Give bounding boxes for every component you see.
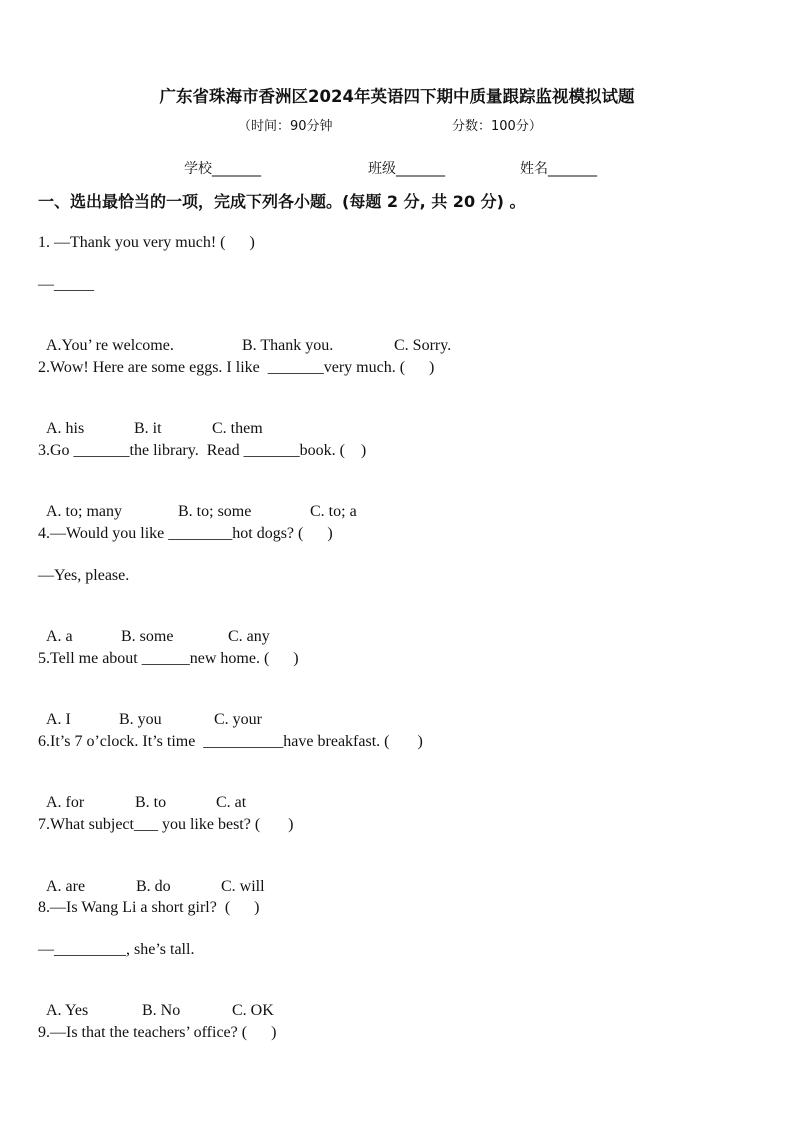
option-b: B. it bbox=[134, 420, 162, 437]
question-8-options bbox=[38, 981, 274, 1021]
option-c: C. Sorry. bbox=[394, 337, 452, 354]
option-c: C. will bbox=[221, 878, 265, 895]
option-c: C. any bbox=[228, 628, 270, 645]
question-4-reply: —Yes, please. bbox=[38, 567, 130, 584]
question-1-options bbox=[38, 316, 451, 356]
option-a: A. for bbox=[46, 794, 85, 811]
question-8: 8.—Is Wang Li a short girl? ( ) bbox=[38, 899, 260, 916]
option-b: B. you bbox=[119, 711, 162, 728]
option-c: C. your bbox=[214, 711, 262, 728]
option-a: A. to; many bbox=[46, 503, 122, 520]
option-c: C. them bbox=[212, 420, 263, 437]
question-6-options bbox=[38, 773, 246, 813]
option-c: C. at bbox=[216, 794, 247, 811]
question-4-options bbox=[38, 607, 270, 647]
question-7-options bbox=[38, 857, 265, 897]
question-9: 9.—Is that the teachers’ office? ( ) bbox=[38, 1024, 277, 1041]
exam-score: 分数：100分） bbox=[452, 119, 542, 134]
question-5-options bbox=[38, 690, 262, 730]
question-7: 7.What subject___ you like best? ( ) bbox=[38, 816, 294, 833]
option-c: C. OK bbox=[232, 1002, 274, 1019]
exam-time: （时间：90分钟 bbox=[238, 119, 333, 134]
question-1-reply: —_____ bbox=[38, 276, 94, 293]
option-b: B. Thank you. bbox=[242, 337, 334, 354]
option-a: A. his bbox=[46, 420, 85, 437]
exam-title: 广东省珠海市香洲区2024年英语四下期中质量跟踪监视模拟试题 bbox=[159, 87, 635, 106]
question-4: 4.—Would you like ________hot dogs? ( ) bbox=[38, 525, 333, 542]
question-8-reply: —_________, she’s tall. bbox=[38, 941, 195, 958]
question-2-options bbox=[38, 399, 263, 439]
name-field: 姓名_______ bbox=[520, 161, 597, 177]
option-b: B. do bbox=[136, 878, 171, 895]
option-c: C. to; a bbox=[310, 503, 357, 520]
option-b: B. to; some bbox=[178, 503, 252, 520]
option-b: B. No bbox=[142, 1002, 181, 1019]
option-a: A.You’ re welcome. bbox=[46, 337, 174, 354]
question-3: 3.Go _______the library. Read _______book. ( ) bbox=[38, 442, 367, 459]
option-a: A. a bbox=[46, 628, 73, 645]
option-a: A. Yes bbox=[46, 1002, 89, 1019]
question-6: 6.It’s 7 o’clock. It’s time __________have breakfast. ( ) bbox=[38, 733, 423, 750]
school-field: 学校_______ bbox=[184, 161, 261, 177]
question-5: 5.Tell me about ______new home. ( ) bbox=[38, 650, 299, 667]
class-field: 班级_______ bbox=[368, 161, 445, 177]
section-heading: 一、选出最恰当的一项，完成下列各小题。(每题 2 分, 共 20 分) 。 bbox=[38, 192, 526, 211]
option-a: A. are bbox=[46, 878, 86, 895]
option-b: B. some bbox=[121, 628, 174, 645]
option-b: B. to bbox=[135, 794, 167, 811]
question-2: 2.Wow! Here are some eggs. I like _______very much. ( ) bbox=[38, 359, 435, 376]
option-a: A. I bbox=[46, 711, 71, 728]
question-3-options bbox=[38, 482, 357, 522]
question-1: 1. —Thank you very much! ( ) bbox=[38, 234, 255, 251]
